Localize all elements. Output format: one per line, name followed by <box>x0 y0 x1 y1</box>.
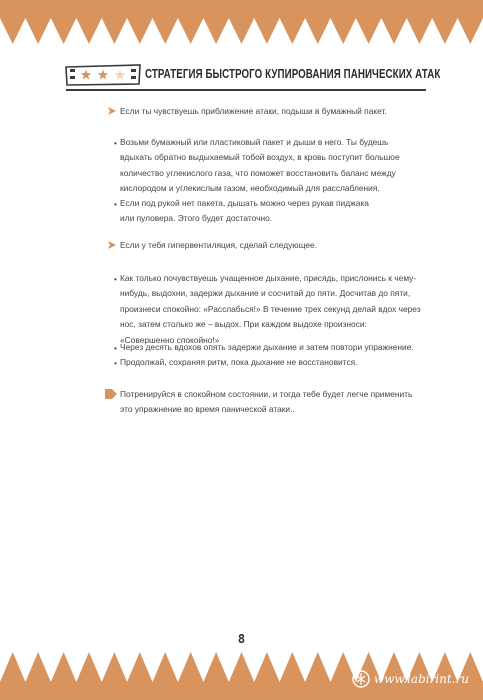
tip-arrow-item: Если ты чувствуешь приближение атаки, подыши в бумажный пакет. <box>120 104 420 119</box>
tip-big-arrow-item: Потренируйся в спокойном состоянии, и тогда тебе будет легче применить это упражнение во время панической атаки.. <box>120 387 420 418</box>
watermark: www.labirint.ru <box>352 670 469 688</box>
arrow-bullet-icon <box>108 241 116 249</box>
page-number: 8 <box>237 632 246 646</box>
star-filled-icon <box>81 70 91 80</box>
arrow-bullet-icon <box>108 107 116 115</box>
bullet-item: • Продолжай, сохраняя ритм, пока дыхание не восстановится. <box>120 355 420 370</box>
tip-arrow-item: Если у тебя гипервентиляция, сделай следующее. <box>120 238 420 253</box>
bullet-dot: • <box>114 138 117 148</box>
bullet-item: • Если под рукой нет пакета, дышать можно через рукав пиджака или пуловера. Этого будет достаточно. <box>114 198 369 224</box>
section-header <box>64 64 441 86</box>
top-zigzag-border <box>0 0 483 46</box>
star-filled-icon <box>98 70 108 80</box>
labirint-logo-icon <box>352 670 370 688</box>
bullet-item: • Через десять вдохов опять задержи дыхание и затем повтори упражнение. <box>120 340 420 355</box>
bullet-item: • Возьми бумажный или пластиковый пакет и дыши в него. Ты будешь вдыхать обратно выдыхаемый тобой воздух, в кровь поступит большое количество углекислого газа, что поможет восстановить баланс между кислородом и углекислым газом, необходимый для расслабления. <box>114 137 400 194</box>
big-arrow-bullet-icon <box>105 389 117 399</box>
title-underline <box>66 89 426 91</box>
bullet-dot: • <box>114 358 117 368</box>
star-empty-icon <box>115 70 125 80</box>
bullet-item: • Как только почувствуешь учащенное дыхание, присядь, прислонись к чему-нибудь, выдохни, задержи дыхание и сосчитай до пяти. Досчитав до пяти, произнеси спокойно: «Расслабься!» В течение трех секунд делай вдох через нос, затем столько же – выдох. При каждом выдохе произноси: «Совершенно спокойно!» <box>114 273 421 345</box>
bullet-dot: • <box>114 343 117 353</box>
bullet-dot: • <box>114 199 117 209</box>
rating-badge <box>64 64 142 86</box>
page-title: СТРАТЕГИЯ БЫСТРОГО КУПИРОВАНИЯ ПАНИЧЕСКИХ АТАК <box>145 67 441 81</box>
bullet-dot: • <box>114 274 117 284</box>
